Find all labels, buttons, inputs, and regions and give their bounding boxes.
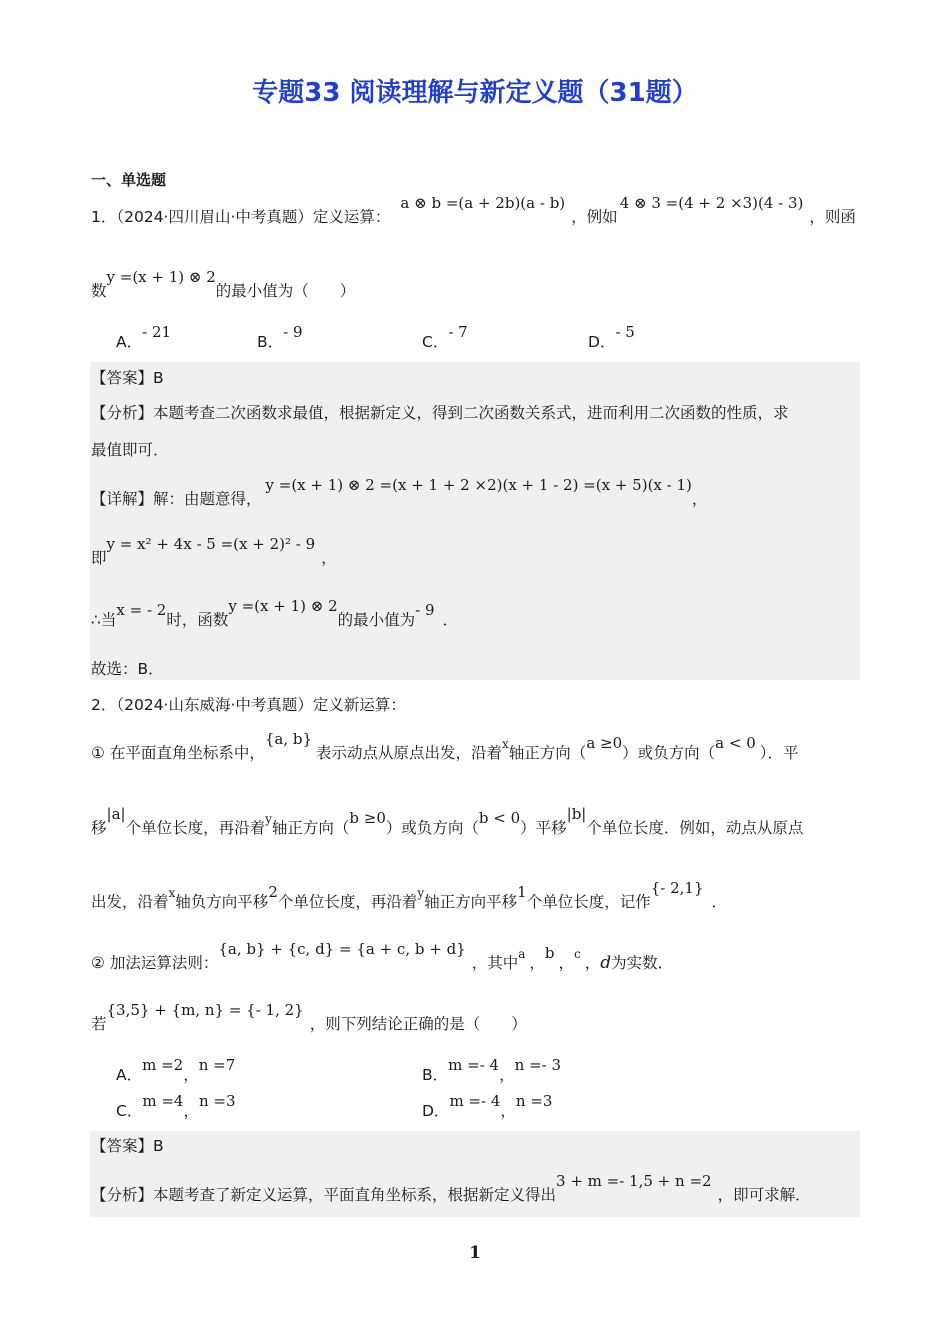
r2-text-e: ）平移 (520, 819, 567, 837)
r2-abs-b: |b| (566, 805, 587, 823)
q1-conclusion-line (91, 597, 459, 630)
r3-text-d: 轴正方向平移 (424, 893, 518, 911)
detail-equation: y =(x + 1) ⊗ 2 =(x + 1 + 2 ×2)(x + 1 - 2) =(x + 5)(x - 1) (265, 476, 692, 494)
q2-rule1-line1 (91, 730, 799, 764)
r4-var-a: a (518, 947, 526, 961)
option-sep: ， (500, 1102, 516, 1120)
r3-2: 2 (268, 883, 278, 901)
r3-note: {- 2,1} (650, 879, 704, 897)
q2-analysis-equation: 3 + m =- 1,5 + n =2 (556, 1172, 712, 1190)
q1-analysis-line2: 最值即可． (91, 441, 169, 459)
q2-stem: 2．（2024·山东威海·中考真题）定义新运算： (91, 696, 406, 714)
r3-x: x (168, 886, 176, 900)
r4-var-c: c (574, 947, 581, 961)
r3-text-f: ． (711, 893, 728, 911)
q1-example: 4 ⊗ 3 =(4 + 2 ×3)(4 - 3) (619, 194, 804, 212)
q2-option-a[interactable] (116, 1056, 236, 1085)
r4-sep: ， (558, 954, 575, 972)
r2-y: y (265, 812, 272, 826)
option-n: n =3 (515, 1092, 553, 1110)
r3-1: 1 (517, 883, 527, 901)
q1-option-c[interactable] (422, 323, 468, 352)
r5-text-b: ，则下列结论正确的是（ ） (309, 1015, 527, 1033)
r4-text-f: 为实数． (611, 954, 674, 972)
option-sep: ， (499, 1066, 515, 1084)
option-label: A． (116, 1066, 143, 1084)
option-sep: ， (183, 1102, 199, 1120)
option-m: m =4 (142, 1092, 184, 1110)
r1-text-b: 表示动点从原点出发，沿着 (316, 744, 503, 762)
r3-text-b: 轴负方向平移 (175, 893, 269, 911)
option-n: n =- 3 (514, 1056, 561, 1074)
r1-x: x (502, 737, 509, 751)
q1-analysis-line1: 【分析】本题考查二次函数求最值，根据新定义，得到二次函数关系式，进而利用二次函数的性质，求 (91, 404, 789, 422)
r4-sep: ， (529, 954, 545, 972)
option-m: m =- 4 (448, 1056, 500, 1074)
so-text-a: ∴当 (91, 611, 117, 629)
r3-y: y (417, 886, 425, 900)
r2-text-f: 个单位长度．例如，动点从原点 (586, 819, 804, 837)
option-label: B． (257, 333, 284, 351)
r4-sep: ， (584, 954, 601, 972)
r4-text-b: ，其中 (471, 954, 519, 972)
so-text-c: 的最小值为 (337, 611, 416, 629)
option-value: - 7 (448, 323, 468, 341)
option-value: - 9 (283, 323, 303, 341)
r2-abs-a: |a| (106, 805, 126, 823)
r5-text-a: 若 (91, 1015, 107, 1033)
r4-var-d: d (600, 953, 612, 973)
r1-text-d: ）或负方向（ (622, 744, 716, 762)
so-value: - 9 (415, 601, 435, 619)
ji-text: 即 (91, 549, 107, 567)
r1-cond2: a < 0 (715, 734, 756, 752)
ji-equation: y = x² + 4x - 5 =(x + 2)² - 9 (106, 535, 316, 553)
q1-stem-text-d: 数 (91, 282, 107, 300)
so-text-d: ． (442, 611, 459, 629)
r4-text-a: ② 加法运算法则： (91, 954, 219, 972)
page-number: 1 (469, 1243, 481, 1263)
q1-answer: 【答案】B (91, 369, 164, 387)
q2-condition (91, 1001, 527, 1034)
option-n: n =3 (198, 1092, 236, 1110)
q1-stem-text-c: ，则函 (809, 208, 856, 226)
option-m: m =2 (142, 1056, 184, 1074)
option-m: m =- 4 (449, 1092, 501, 1110)
q2-analysis (91, 1172, 811, 1205)
r2-cond2: b < 0 (478, 809, 521, 827)
ji-comma: ， (321, 549, 337, 567)
q2-answer: 【答案】B (91, 1137, 164, 1155)
q2-analysis-text: 【分析】本题考查了新定义运算，平面直角坐标系，根据新定义得出 (91, 1186, 557, 1204)
q1-ji-line (91, 535, 337, 568)
option-value: - 21 (142, 323, 172, 341)
r4-var-b: b (544, 944, 555, 962)
q2-rule2 (91, 940, 674, 974)
r2-text-c: 轴正方向（ (271, 819, 350, 837)
page-title: 专题33 阅读理解与新定义题（31题） (252, 78, 698, 108)
option-value: - 5 (615, 323, 635, 341)
r3-text-c: 个单位长度，再沿着 (277, 893, 418, 911)
r3-text-a: 出发，沿着 (91, 893, 169, 911)
so-x: x = - 2 (116, 601, 167, 619)
q1-stem-line2 (91, 268, 356, 301)
option-n: n =7 (198, 1056, 236, 1074)
r2-cond1: b ≥0 (349, 809, 386, 827)
option-sep: ， (183, 1066, 199, 1084)
r2-text-d: ）或负方向（ (385, 819, 479, 837)
q1-stem-text: 1．（2024·四川眉山·中考真题）定义运算： (91, 208, 391, 226)
so-text-b: 时，函数 (166, 611, 229, 629)
detail-label: 【详解】解：由题意得， (91, 490, 262, 508)
option-label: A． (116, 333, 143, 351)
detail-comma: ， (691, 490, 708, 508)
q1-stem-text-b: ，例如 (571, 208, 618, 226)
so-function: y =(x + 1) ⊗ 2 (228, 597, 338, 615)
q1-choose: 故选：B． (91, 660, 164, 678)
option-label: D． (422, 1102, 450, 1120)
q1-function: y =(x + 1) ⊗ 2 (106, 268, 216, 286)
r2-text-b: 个单位长度，再沿着 (125, 819, 266, 837)
option-label: C． (116, 1102, 143, 1120)
section-heading: 一、单选题 (91, 171, 167, 189)
r3-text-e: 个单位长度，记作 (526, 893, 651, 911)
r4-equation: {a, b} + {c, d} = {a + c, b + d} (218, 940, 466, 958)
r1-ab: {a, b} (264, 730, 312, 748)
q1-option-d[interactable] (588, 323, 635, 352)
option-label: C． (422, 333, 449, 351)
option-label: D． (588, 333, 616, 351)
r5-equation: {3,5} + {m, n} = {- 1, 2} (106, 1001, 304, 1019)
q1-definition: a ⊗ b =(a + 2b)(a - b) (400, 194, 566, 212)
q2-option-c[interactable] (116, 1092, 236, 1121)
q1-stem-line1 (91, 194, 856, 227)
r1-text-a: ① 在平面直角坐标系中， (91, 744, 265, 762)
q1-option-a[interactable] (116, 323, 172, 352)
q2-rule1-line2 (91, 805, 804, 839)
q2-option-b[interactable] (422, 1056, 561, 1085)
q1-stem-text-e: 的最小值为（ ） (215, 282, 356, 300)
q1-detail-line (91, 476, 708, 509)
r2-text-a: 移 (91, 819, 107, 837)
q2-analysis-text-b: ，即可求解． (717, 1186, 811, 1204)
r1-text-c: 轴正方向（ (508, 744, 587, 762)
r1-cond1: a ≥0 (586, 734, 623, 752)
q1-option-b[interactable] (257, 323, 303, 352)
option-label: B． (422, 1066, 449, 1084)
q2-rule1-line3 (91, 879, 728, 913)
r1-text-e: ）．平 (759, 744, 799, 762)
q2-option-d[interactable] (422, 1092, 553, 1121)
